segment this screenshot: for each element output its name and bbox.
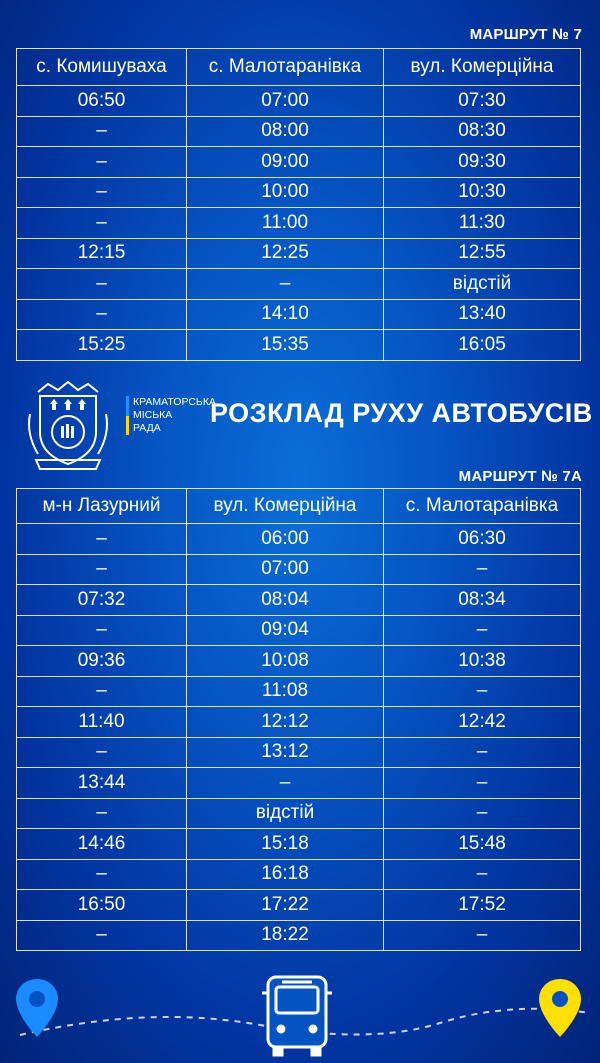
time-cell: – [17,116,187,147]
table-row [17,524,581,555]
time-cell: відстій [187,798,384,829]
time-cell: 08:34 [384,585,581,616]
time-cell: – [187,269,384,300]
time-cell: 11:30 [384,208,581,239]
time-cell: 13:44 [17,768,187,799]
table-row [17,554,581,585]
time-cell: 08:04 [187,585,384,616]
table-row [17,208,581,239]
route-7-rows [17,86,581,361]
time-cell: – [384,554,581,585]
time-cell: 12:25 [187,238,384,269]
table-header-row [17,49,581,86]
time-cell: – [17,737,187,768]
table-row [17,676,581,707]
time-cell: 16:18 [187,859,384,890]
time-cell: 16:50 [17,890,187,921]
city-emblem-icon [18,374,118,474]
time-cell: – [187,768,384,799]
time-cell: 12:42 [384,707,581,738]
time-cell: – [17,147,187,178]
time-cell: 13:12 [187,737,384,768]
time-cell: 14:46 [17,829,187,860]
map-pin-icon [539,979,581,1037]
time-cell: 10:38 [384,646,581,677]
time-cell: 15:18 [187,829,384,860]
route-7-label: МАРШРУТ № 7 [469,26,582,43]
table-row [17,737,581,768]
time-cell: 18:22 [187,920,384,951]
table-row [17,585,581,616]
time-cell: – [17,676,187,707]
time-cell: 06:50 [17,86,187,117]
column-header: вул. Комерційна [384,49,581,86]
time-cell: 15:48 [384,829,581,860]
table-row [17,646,581,677]
table-row [17,269,581,300]
time-cell: 06:00 [187,524,384,555]
table-row [17,147,581,178]
time-cell: 07:32 [17,585,187,616]
table-row [17,768,581,799]
time-cell: 09:30 [384,147,581,178]
column-header: с. Комишуваха [17,49,187,86]
column-header: с. Малотаранівка [187,49,384,86]
time-cell: – [384,859,581,890]
time-cell: 11:40 [17,707,187,738]
time-cell: 07:00 [187,554,384,585]
time-cell: – [17,269,187,300]
time-cell: 10:30 [384,177,581,208]
city-council-name: КРАМАТОРСЬКА МІСЬКА РАДА [126,396,216,435]
time-cell: – [384,615,581,646]
time-cell: – [17,299,187,330]
time-cell: 06:30 [384,524,581,555]
time-cell: 13:40 [384,299,581,330]
column-header: м-н Лазурний [17,489,187,524]
table-row [17,615,581,646]
table-row [17,330,581,361]
time-cell: – [17,615,187,646]
page-title: РОЗКЛАД РУХУ АВТОБУСІВ [210,398,593,428]
route-7a-label: МАРШРУТ № 7А [458,468,582,485]
time-cell: 09:00 [187,147,384,178]
table-row [17,920,581,951]
table-row [17,238,581,269]
time-cell: 10:00 [187,177,384,208]
route-7a-rows [17,524,581,951]
time-cell: – [384,737,581,768]
time-cell: 09:36 [17,646,187,677]
time-cell: 17:22 [187,890,384,921]
time-cell: – [17,208,187,239]
table-row [17,86,581,117]
time-cell: – [17,177,187,208]
footer-illustration [0,965,600,1063]
time-cell: 14:10 [187,299,384,330]
time-cell: – [17,920,187,951]
city-council-logo [18,374,216,474]
time-cell: – [384,676,581,707]
time-cell: 11:00 [187,208,384,239]
route-7-table [16,48,581,361]
table-row [17,299,581,330]
table-row [17,798,581,829]
time-cell: – [17,554,187,585]
time-cell: 08:30 [384,116,581,147]
time-cell: 09:04 [187,615,384,646]
table-row [17,890,581,921]
table-row [17,707,581,738]
time-cell: 15:35 [187,330,384,361]
time-cell: 15:25 [17,330,187,361]
time-cell: відстій [384,269,581,300]
column-header: вул. Комерційна [187,489,384,524]
column-header: с. Малотаранівка [384,489,581,524]
bus-icon [262,977,332,1055]
time-cell: 17:52 [384,890,581,921]
time-cell: – [17,859,187,890]
table-row [17,177,581,208]
time-cell: – [17,524,187,555]
table-row [17,859,581,890]
time-cell: 08:00 [187,116,384,147]
time-cell: 10:08 [187,646,384,677]
time-cell: 12:15 [17,238,187,269]
time-cell: 12:12 [187,707,384,738]
time-cell: – [384,798,581,829]
time-cell: 16:05 [384,330,581,361]
time-cell: 07:30 [384,86,581,117]
time-cell: 11:08 [187,676,384,707]
time-cell: – [384,920,581,951]
time-cell: – [384,768,581,799]
table-row [17,829,581,860]
time-cell: – [17,798,187,829]
map-pin-icon [16,979,58,1037]
route-7a-table [16,488,581,951]
table-header-row [17,489,581,524]
time-cell: 07:00 [187,86,384,117]
table-row [17,116,581,147]
time-cell: 12:55 [384,238,581,269]
